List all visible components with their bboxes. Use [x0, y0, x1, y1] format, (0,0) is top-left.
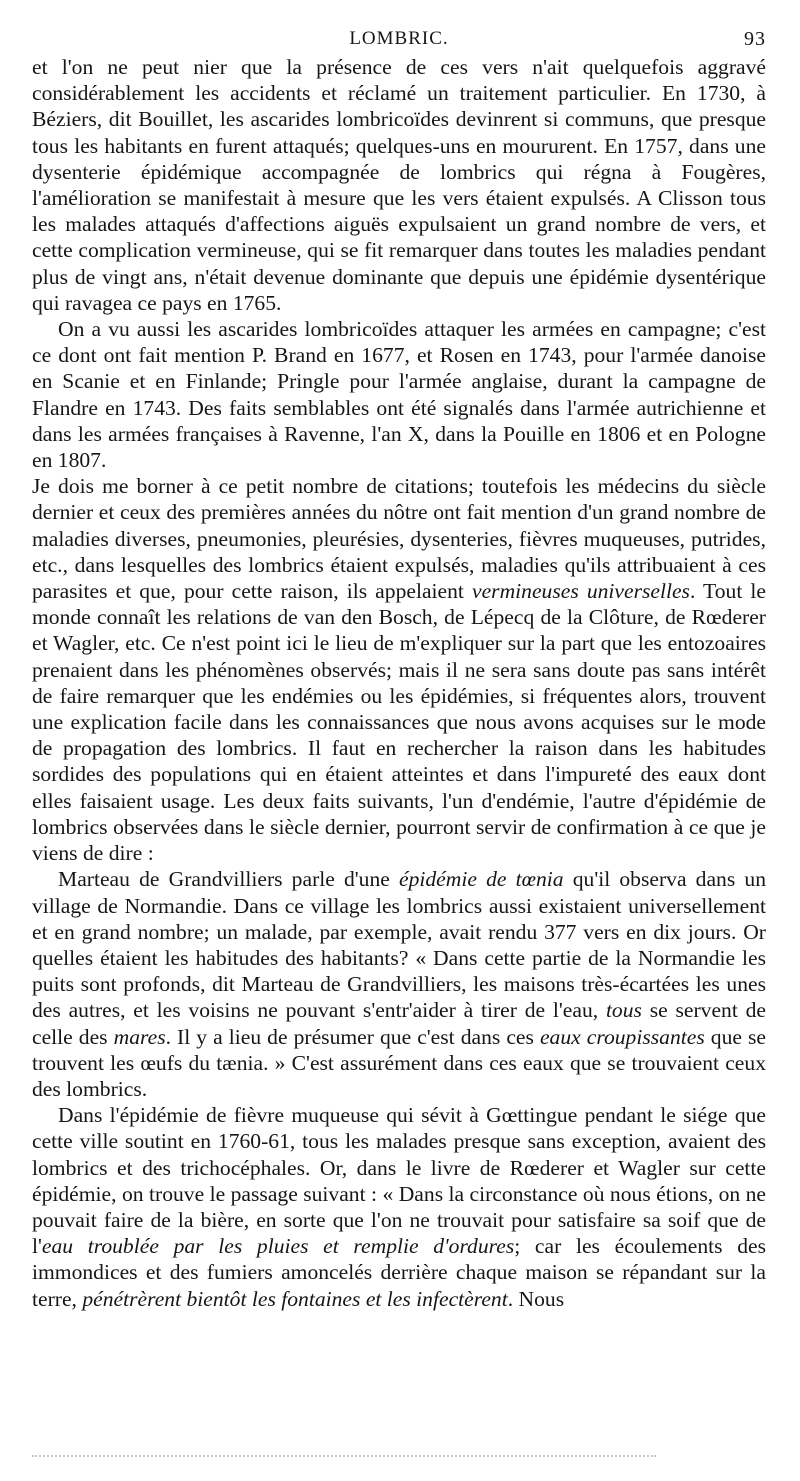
paragraph-4	[32, 866, 766, 1102]
paragraph-2	[32, 316, 766, 473]
italic-text-run: eaux croupissantes	[539, 1024, 705, 1049]
text-run: On a vu aussi les ascarides lombricoïdes attaquer les armées en campagne; c'est ce dont ont fait mention P. Brand en 1677, et Rosen en 1743, pour l'armée danoise en Scanie et en Finlande; Pringle pour l'armée anglaise, durant la campagne de Flandre en 1743. Des faits semblables ont été signalés dans l'armée autrichienne et dans les armées françaises à Ravenne, l'an X, dans la Pouille en 1806 et en Pologne en 1807.	[32, 317, 766, 473]
text-run: et l'on ne peut nier que la présence de ces vers n'ait quelquefois aggravé considérablement les accidents et réclamé un traitement particulier. En 1730, à Béziers, dit Bouillet, les ascarides lombricoïdes devinrent si communs, que presque tous les habitants en furent attaqués; quelques-uns en moururent. En 1757, dans une dysenterie épidémique accompagnée de lombrics qui régna à Fougères, l'amélioration se manifestait à mesure que les vers étaient expulsés. A Clisson tous les malades attaqués d'affections aiguës expulsaient un grand nombre de vers, et cette complication vermineuse, qui se fit remarquer dans toutes les maladies pendant plus de vingt ans, n'était devenue dominante que depuis une épidémie dysentérique qui ravagea ce pays en 1765.	[32, 55, 766, 315]
italic-text-run: vermineuses universelles	[472, 579, 690, 604]
text-run: . Nous	[507, 1286, 565, 1311]
paragraph-1	[32, 54, 766, 316]
text-run: Dans l'épidémie de fièvre muqueuse qui sévit à Gœttingue pendant le siége que cette ville soutint en 1760-61, tous les malades presque sans exception, avaient des lombrics et des trichocéphales. Or, dans le livre de Rœderer et Wagler sur cette épidémie, on trouve le passage suivant : « Dans la circonstance où nous étions, on ne pouvait faire de la bière, en sorte que l'on ne trouvait pour satisfaire sa soif que de l'	[32, 1103, 766, 1259]
book-page	[32, 18, 766, 1312]
paragraph-5	[32, 1102, 766, 1312]
text-run: que se trouvent les œufs du tænia. » C'est assurément dans ces eaux que se trouvaient ceux des lombrics.	[32, 1024, 766, 1101]
text-run: Marteau de Grandvilliers parle d'une	[58, 867, 399, 892]
running-header	[32, 18, 766, 54]
running-title: LOMBRIC.	[349, 28, 449, 49]
text-run: . Tout le monde connaît les relations de van den Bosch, de Lépecq de la Clôture, de Rœderer et Wagler, etc. Ce n'est point ici le lieu de m'expliquer sur la part que les entozoaires prenaient dans les phénomènes observés; mais il ne sera sans doute pas sans intérêt de faire remarquer que les endémies ou les épidémies, si fréquentes alors, trouvent une explication facile dans les connaissances que nous avons acquises sur le mode de propagation des lombrics. Il faut en rechercher la raison dans les habitudes sordides des populations qui en étaient atteintes et dans l'impureté des eaux dont elles faisaient usage. Les deux faits suivants, l'un d'endémie, l'autre d'épidémie de lombrics observées dans le siècle dernier, pourront servir de confirmation à ce que je viens de dire :	[32, 579, 766, 866]
text-run: ; car les écoulements des immondices et des fumiers amoncelés derrière chaque maison se répandant sur la terre,	[32, 1234, 766, 1311]
footer-print-mark	[32, 1455, 656, 1461]
text-run: se servent de celle des	[32, 998, 767, 1049]
italic-text-run: pénétrèrent bientôt les fontaines et les infectèrent	[82, 1286, 508, 1311]
text-run: Je dois me borner à ce petit nombre de citations; toutefois les médecins du siècle dernier et ceux des premières années du nôtre ont fait mention d'un grand nombre de maladies diverses, pneumonies, pleurésies, dysenteries, fièvres muqueuses, putrides, etc., dans lesquelles des lombrics étaient expulsés, maladies qu'ils attribuaient à ces parasites et que, pour cette raison, ils appelaient	[32, 474, 766, 604]
paragraph-3	[32, 473, 766, 866]
text-run: qu'il observa dans un village de Normandie. Dans ce village les lombrics aussi existaient universellement et en grand nombre; un malade, par exemple, avait rendu 377 vers en dix jours. Or quelles étaient les habitudes des habitants? « Dans cette partie de la Normandie les puits sont profonds, dit Marteau de Grandvilliers, les maisons très-écartées les unes des autres, et les voisins ne pouvant s'entr'aider à tirer de l'eau,	[32, 867, 766, 1023]
body-text	[32, 54, 766, 1312]
italic-text-run: eau troublée par les pluies et remplie d'ordures	[41, 1234, 515, 1259]
italic-text-run: tous	[605, 998, 642, 1023]
italic-text-run: épidémie de tœnia	[399, 867, 564, 892]
page-number: 93	[744, 28, 766, 50]
italic-text-run: mares	[113, 1024, 166, 1049]
text-run: . Il y a lieu de présumer que c'est dans ces	[165, 1024, 540, 1049]
